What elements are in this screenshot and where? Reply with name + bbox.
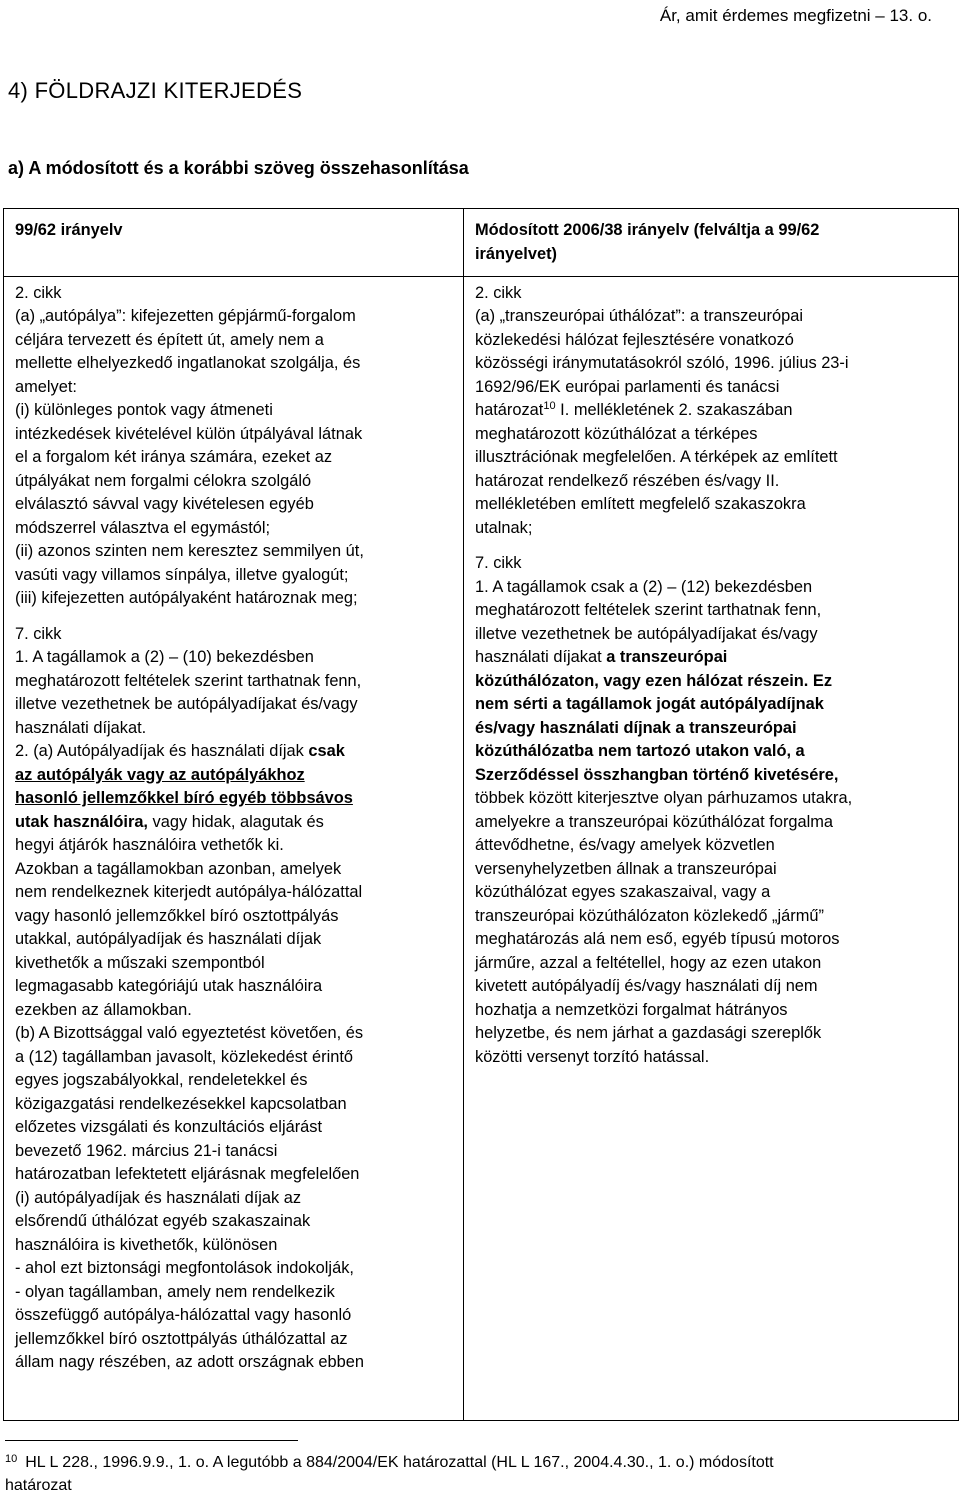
left-column-text <box>4 276 464 1420</box>
left-article-2: 2. cikk (a) „autópálya”: kifejezetten gépjármű-forgalom céljára tervezett és épített út, amely nem a mellette elhelyezkedő ingatlanokat szolgálja, és amelyet: (i) különleges pontok vagy átmeneti intézkedések kivételével külön útpályával látnak el a forgalom két iránya számára, ezeket az útpályákat nem forgalmi célokra szolgáló elválasztó sávval vagy kivételesen egyéb módszerrel választva el egymástól; (ii) azonos szinten nem keresztez semmilyen út, vasúti vagy villamos sínpálya, illetve gyalogút; (iii) kifejezetten autópályaként határoznak meg; <box>15 282 457 611</box>
footnote-reference[interactable]: 10 <box>543 400 556 413</box>
footnote-number: 10 <box>5 1453 18 1465</box>
right-column-text <box>464 276 959 1420</box>
comparison-table <box>3 208 959 1421</box>
right-article-2: 2. cikk (a) „transzeurópai úthálózat”: a transzeurópai közlekedési hálózat fejlesztésére vonatkozó közösségi iránymutatásokról szóló, 1996. július 23-i 1692/96/EK európai parlamenti és tanácsi határozat$^{10}$ I. mellékletének 2. szakaszában meghatározott közúthálózat a térképes illusztrációnak megfelelően. A térképek az említett határozat rendelkező részében és/vagy II. mellékletében említett megfelelő szakaszokra utalnak; <box>475 282 952 541</box>
subsection-title: a) A módosított és a korábbi szöveg összehasonlítása <box>8 158 469 178</box>
article-title: 7. cikk <box>475 554 522 573</box>
section-title: 4) FÖLDRAJZI KITERJEDÉS <box>8 78 303 103</box>
table-body-row <box>4 276 959 1420</box>
footnote-separator <box>5 1440 298 1441</box>
article-title: 2. cikk <box>15 283 62 302</box>
footnote-text: HL L 228., 1996.9.9., 1. o. A legutóbb a 884/2004/EK határozattal (HL L 167., 2004.4.30., 1. o.) módosított <box>25 1454 774 1471</box>
right-article-7: 7. cikk 1. A tagállamok csak a (2) – (12) bekezdésben meghatározott feltételek szerint tarthatnak fenn, illetve vezethetnek be autópályadíjakat és/vagy használati díjakat a transzeurópai közúthálózaton, vagy ezen hálózat részein. Ez nem sérti a tagállamok jogát autópályadíjnak és/vagy használati díjnak a transzeurópai közúthálózatba nem tartozó utakon való, a Szerződéssel összhangban történő kivetésére, többek között kiterjesztve olyan párhuzamos utakra, amelyekre a transzeurópai közúthálózat forgalma áttevődhetne, és/vagy amelyek közvetlen versenyhelyzetben állnak a transzeurópai közúthálózat egyes szakaszaival, vagy a transzeurópai közúthálózaton közlekedő „jármű” meghatározás alá nem eső, egyéb típusú motoros járműre, azzal a feltétellel, hogy az ezen utakon kivetett autópályadíj és/vagy használati díj nem hozhatja a nemzetközi forgalmat hátrányos helyzetbe, és nem járhat a gazdasági szereplők közötti versenyt torzító hatással. <box>475 552 952 1069</box>
article-title: 7. cikk <box>15 624 62 643</box>
left-article-7: 7. cikk 1. A tagállamok a (2) – (10) bekezdésben meghatározott feltételek szerint tarthatnak fenn, illetve vezethetnek be autópályadíjakat és/vagy használati díjakat. 2. (a) Autópályadíjak és használati díjak csak az autópályák vagy az autópályákhoz hasonló jellemzőkkel bíró egyéb többsávos utak használóira, vagy hidak, alagutak és hegyi átjárók használóira vethetők ki. Azokban a tagállamokban azonban, amelyek nem rendelkeznek kiterjedt autópálya-hálózattal vagy hasonló jellemzőkkel bíró osztottpályás utakkal, autópályadíjak és használati díjak kivethetők a műszaki szempontból legmagasabb kategóriájú utak használóira ezekben az államokban. (b) A Bizottsággal való egyeztetést követően, és a (12) tagállamban javasolt, közlekedést érintő egyes jogszabályokkal, rendeletekkel és közigazgatási rendelkezésekkel kapcsolatban előzetes vizsgálati és konzultációs eljárást bevezető 1962. március 21-i tanácsi határozatban lefektetett eljárásnak megfelelően (i) autópályadíjak és használati díjak az elsőrendű úthálózat egyéb szakaszainak használóira is kivethetők, különösen - ahol ezt biztonsági megfontolások indokolják, - olyan tagállamban, amely nem rendelkezik összefüggő autópálya-hálózattal vagy hasonló jellemzőkkel bíró osztottpályás úthálózattal az állam nagy részében, az adott országnak ebben <box>15 623 457 1375</box>
left-column-header: 99/62 irányelv <box>4 209 464 277</box>
footnote: $^{10}$ HL L 228., 1996.9.9., 1. o. A legutóbb a 884/2004/EK határozattal (HL L 167., 2004.4.30., 1. o.) módosított határozat <box>5 1453 774 1494</box>
article-title: 2. cikk <box>475 283 522 302</box>
table-header-row <box>4 209 959 277</box>
right-column-header: Módosított 2006/38 irányelv (felváltja a 99/62 irányelvet) <box>464 209 959 277</box>
running-header: Ár, amit érdemes megfizetni – 13. o. <box>659 6 932 25</box>
